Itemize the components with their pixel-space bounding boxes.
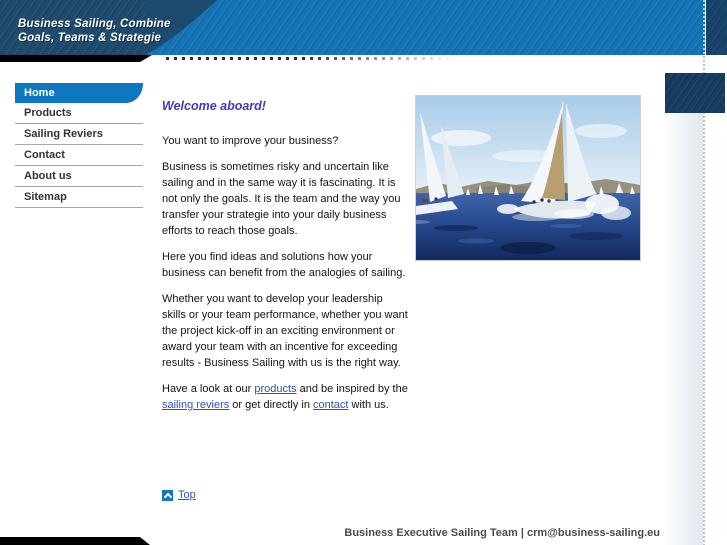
site-tagline (18, 17, 171, 45)
cta-mid2: or get directly in (229, 399, 314, 411)
sidebar-item-sitemap[interactable]: Sitemap (15, 187, 143, 208)
cta-suffix: with us. (348, 399, 389, 411)
contact-link[interactable]: contact (313, 399, 349, 411)
sidebar-item-contact[interactable]: Contact (15, 145, 143, 166)
sidebar-item-products[interactable]: Products (15, 103, 143, 124)
tagline-line-1: Business Sailing, Combine (18, 18, 171, 30)
top-link[interactable]: Top (178, 489, 196, 501)
sailing-photo (415, 95, 641, 261)
header-right-navy-strip (706, 0, 727, 55)
bottom-black-divider (0, 537, 150, 545)
body-paragraph-3: Whether you want to develop your leadership skills or your team performance, whether you want the project kick-off in an exciting environment or award your team with an incentive for exceeding results - Business Sailing with us is the right way. (162, 293, 408, 369)
top-black-divider (0, 55, 152, 62)
cta-prefix: Have a look at our (162, 383, 255, 395)
sidebar-nav (15, 83, 143, 208)
right-gradient-band (663, 113, 703, 545)
back-to-top[interactable] (162, 489, 196, 501)
cta-mid1: and be inspired by the (296, 383, 408, 395)
sidebar-item-about-us[interactable]: About us (15, 166, 143, 187)
body-paragraph-2: Here you find ideas and solutions how your business can benefit from the analogies of sailing. (162, 251, 406, 279)
sidebar-item-home[interactable]: Home (15, 83, 143, 103)
page-title: Welcome aboard! (162, 99, 266, 113)
navy-accent-box (665, 73, 725, 113)
cta-paragraph (162, 381, 408, 413)
intro-paragraph: You want to improve your business? (162, 135, 339, 147)
chevron-up-icon[interactable] (162, 490, 173, 501)
dotted-divider-fade (166, 56, 468, 61)
tagline-line-2: Goals, Teams & Strategie (18, 32, 162, 44)
footer-text: Business Executive Sailing Team | crm@business-sailing.eu (344, 527, 660, 539)
sidebar-item-sailing-reviers[interactable]: Sailing Reviers (15, 124, 143, 145)
main-content (162, 99, 408, 423)
sailing-reviers-link[interactable]: sailing reviers (162, 399, 230, 411)
body-paragraph-1: Business is sometimes risky and uncertain like sailing and in the same way it is fascinating. It is not only the goals. It is the team and the way you transfer your strategie into your daily business efforts to reach those goals. (162, 161, 401, 237)
products-link[interactable]: products (254, 383, 297, 395)
